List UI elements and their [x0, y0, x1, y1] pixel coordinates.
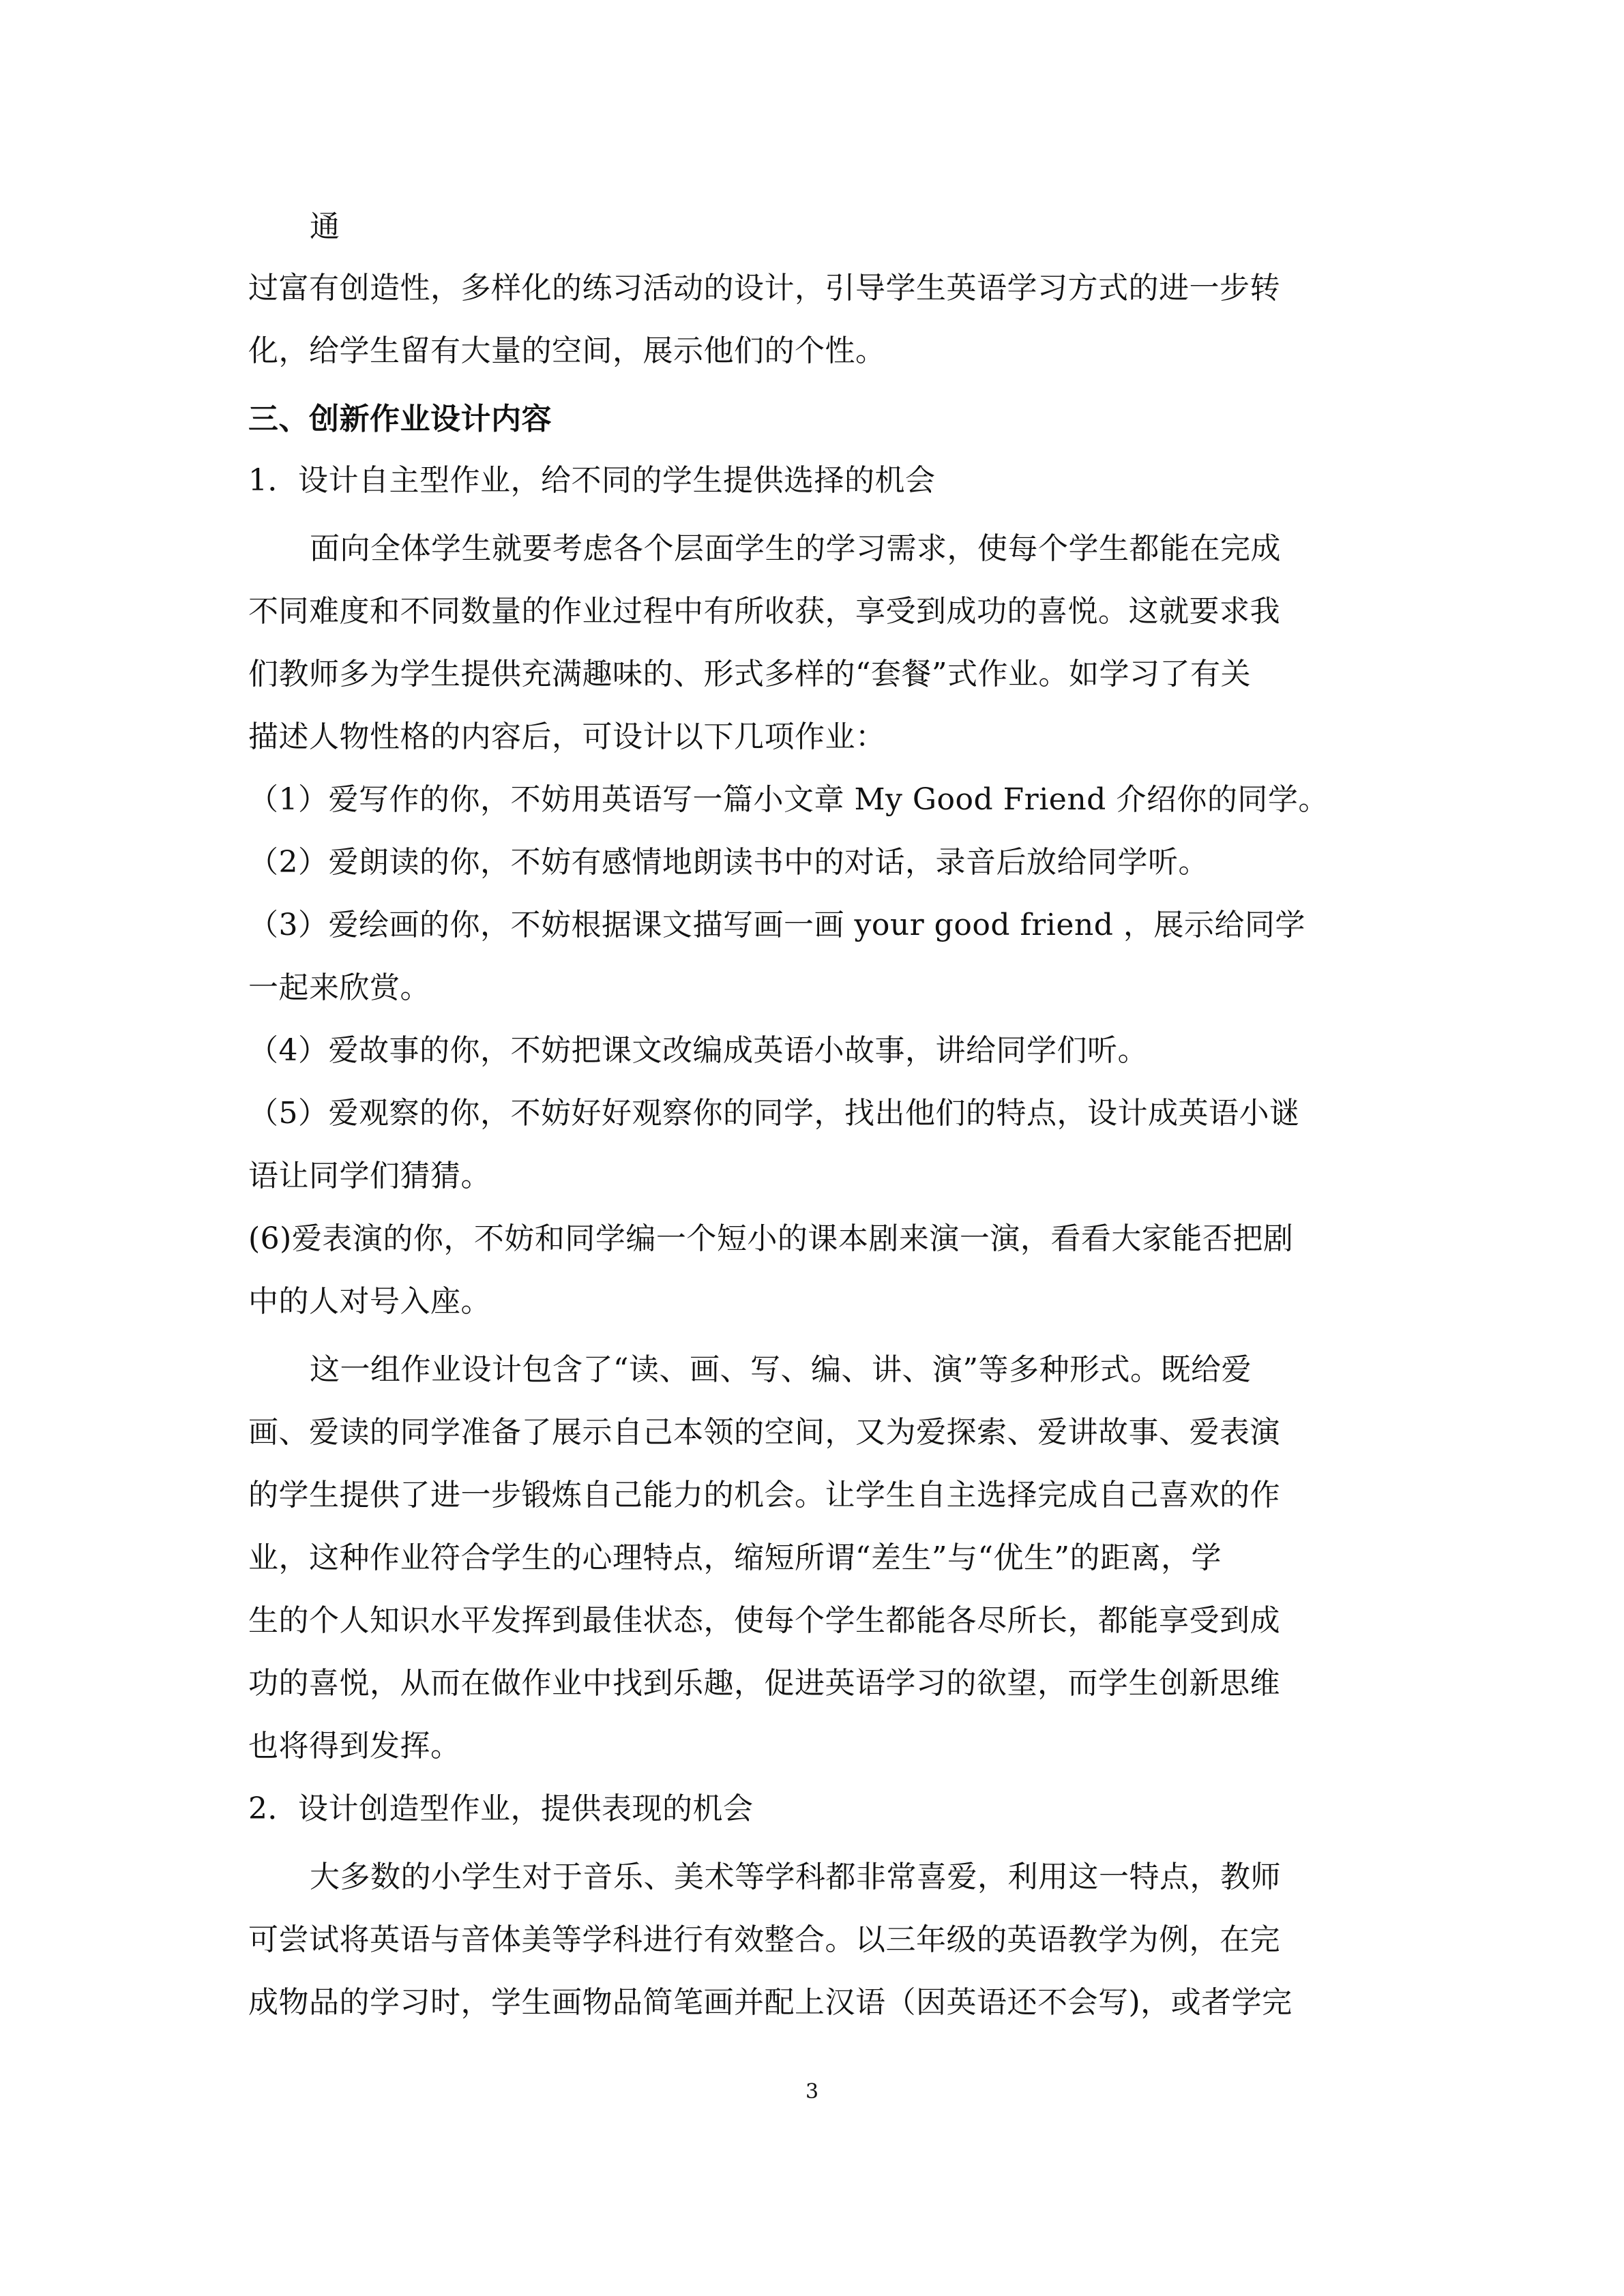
paragraph-line-12: 生的个人知识水平发挥到最佳状态，使每个学生都能各尽所长，都能享受到成: [248, 1603, 1280, 1638]
list-item-5: （5）爱观察的你，不妨好好观察你的同学，找出他们的特点，设计成英语小谜: [248, 1096, 1300, 1131]
paragraph-line-15: 大多数的小学生对于音乐、美术等学科都非常喜爱，利用这一特点，教师: [310, 1860, 1281, 1894]
paragraph-line-10: 的学生提供了进一步锻炼自己能力的机会。让学生自主选择完成自己喜欢的作: [248, 1478, 1280, 1512]
list-item-4: （4）爱故事的你，不妨把课文改编成英语小故事，讲给同学们听。: [248, 1033, 1148, 1068]
paragraph-line-16: 可尝试将英语与音体美等学科进行有效整合。以三年级的英语教学为例，在完: [248, 1922, 1280, 1957]
paragraph-line-13: 功的喜悦，从而在做作业中找到乐趣，促进英语学习的欲望，而学生创新思维: [248, 1666, 1280, 1701]
list-item-1: （1）爱写作的你，不妨用英语写一篇小文章 My Good Friend 介绍你的同学。: [248, 782, 1329, 817]
paragraph-line-9: 画、爱读的同学准备了展示自己本领的空间，又为爱探索、爱讲故事、爱表演: [248, 1415, 1280, 1450]
paragraph-line-8: 这一组作业设计包含了“读、画、写、编、讲、演”等多种形式。既给爱: [310, 1352, 1252, 1387]
list-item-6-cont: 中的人对号入座。: [248, 1284, 491, 1319]
page-number: 3: [805, 2080, 819, 2104]
section-heading-3: 三、创新作业设计内容: [248, 402, 552, 436]
subheading-2: 2．设计创造型作业，提供表现的机会: [248, 1791, 754, 1826]
paragraph-line-3: 化，给学生留有大量的空间，展示他们的个性。: [248, 333, 886, 368]
paragraph-line-17: 成物品的学习时，学生画物品简笔画并配上汉语（因英语还不会写)，或者学完: [248, 1985, 1293, 2020]
list-item-5-cont: 语让同学们猜猜。: [248, 1159, 491, 1193]
list-item-6: (6)爱表演的你，不妨和同学编一个短小的课本剧来演一演，看看大家能否把剧: [248, 1221, 1294, 1256]
paragraph-line-7: 描述人物性格的内容后，可设计以下几项作业：: [248, 719, 886, 754]
list-item-2: （2）爱朗读的你，不妨有感情地朗读书中的对话，录音后放给同学听。: [248, 845, 1209, 880]
paragraph-line-14: 也将得到发挥。: [248, 1729, 461, 1763]
paragraph-line-11: 业，这种作业符合学生的心理特点，缩短所谓“差生”与“优生”的距离，学: [248, 1540, 1222, 1575]
paragraph-line-1: 通: [310, 209, 340, 244]
subheading-1: 1．设计自主型作业，给不同的学生提供选择的机会: [248, 463, 936, 498]
list-item-3: （3）爱绘画的你，不妨根据课文描写画一画 your good friend ，展示给同学: [248, 908, 1305, 942]
paragraph-line-5: 不同难度和不同数量的作业过程中有所收获，享受到成功的喜悦。这就要求我: [248, 594, 1280, 629]
paragraph-line-6: 们教师多为学生提供充满趣味的、形式多样的“套餐”式作业。如学习了有关: [248, 657, 1251, 691]
paragraph-line-2: 过富有创造性，多样化的练习活动的设计，引导学生英语学习方式的进一步转: [248, 271, 1280, 305]
list-item-3-cont: 一起来欣赏。: [248, 970, 430, 1005]
paragraph-line-4: 面向全体学生就要考虑各个层面学生的学习需求，使每个学生都能在完成: [310, 531, 1281, 566]
